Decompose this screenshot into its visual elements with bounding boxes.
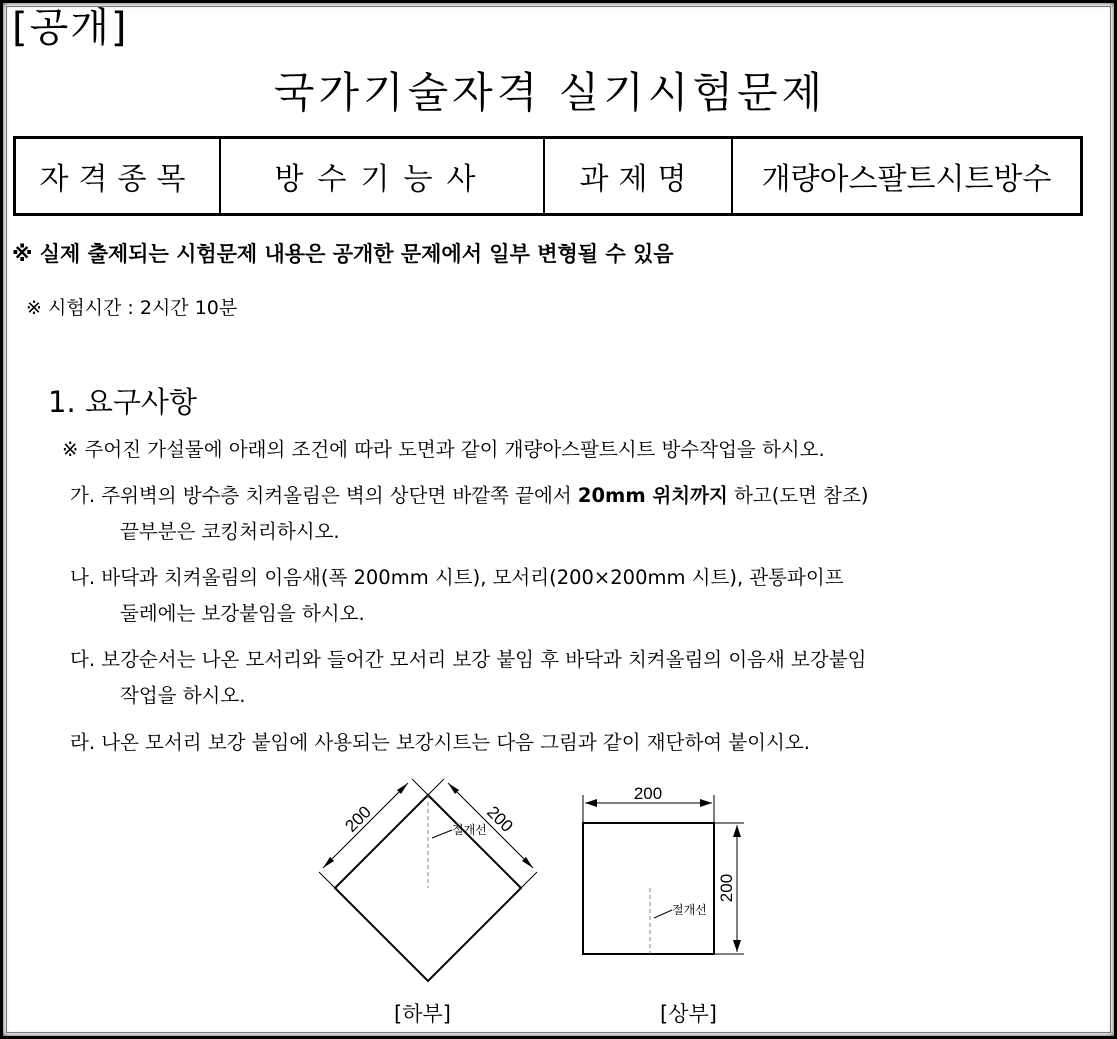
task-label: 과제명 [544, 138, 732, 215]
item-marker: 나. [70, 566, 96, 589]
lower-dim-right: 200 [483, 802, 517, 836]
upper-sheet-square [583, 823, 714, 954]
notice-text: ※ 실제 출제되는 시험문제 내용은 공개한 문제에서 일부 변형될 수 있음 [12, 242, 674, 266]
upper-dim-right: 200 [717, 873, 736, 903]
requirement-item-da-cont: 작업을 하시오. [120, 684, 246, 707]
lower-dim-left-line [323, 783, 408, 868]
requirement-item-ga-cont: 끝부분은 코킹처리하시오. [120, 520, 340, 543]
item-text-bold: 20mm 위치까지 [577, 484, 728, 507]
public-badge: [공개] [12, 5, 129, 51]
task-value: 개량아스팔트시트방수 [732, 138, 1082, 215]
upper-cut-label: 절개선 [672, 903, 707, 917]
qualification-label: 자격종목 [15, 138, 221, 215]
requirement-intro: ※ 주어진 가설물에 아래의 조건에 따라 도면과 같이 개량아스팔트시트 방수작업을 하시오. [62, 438, 825, 461]
section-title: 1. 요구사항 [48, 385, 197, 419]
item-text: 바닥과 치켜올림의 이음새(폭 200mm 시트), 모서리(200×200mm 시트), 관통파이프 [101, 566, 844, 589]
item-text: 주위벽의 방수층 치켜올림은 벽의 상단면 바깥쪽 끝에서 [101, 484, 578, 507]
requirement-item-na-cont: 둘레에는 보강붙임을 하시오. [120, 602, 365, 625]
upper-dim-top: 200 [633, 784, 663, 803]
exam-time: ※ 시험시간 : 2시간 10분 [26, 297, 238, 319]
lower-caption: [하부] [394, 1002, 451, 1026]
item-text: 나온 모서리 보강 붙임에 사용되는 보강시트는 다음 그림과 같이 재단하여 붙이시오. [101, 731, 810, 754]
item-text-after: 하고(도면 참조) [727, 484, 869, 507]
page-title: 국가기술자격 실기시험문제 [273, 68, 827, 117]
item-marker: 가. [70, 484, 96, 507]
qualification-value: 방수기능사 [220, 138, 544, 215]
item-marker: 라. [70, 731, 96, 754]
item-marker: 다. [70, 648, 96, 671]
upper-caption: [상부] [660, 1002, 717, 1026]
lower-cut-label: 절개선 [452, 823, 487, 837]
item-text: 보강순서는 나온 모서리와 들어간 모서리 보강 붙임 후 바닥과 치켜올림의 이음새 보강붙임 [101, 648, 867, 671]
lower-dim-left: 200 [341, 802, 375, 836]
